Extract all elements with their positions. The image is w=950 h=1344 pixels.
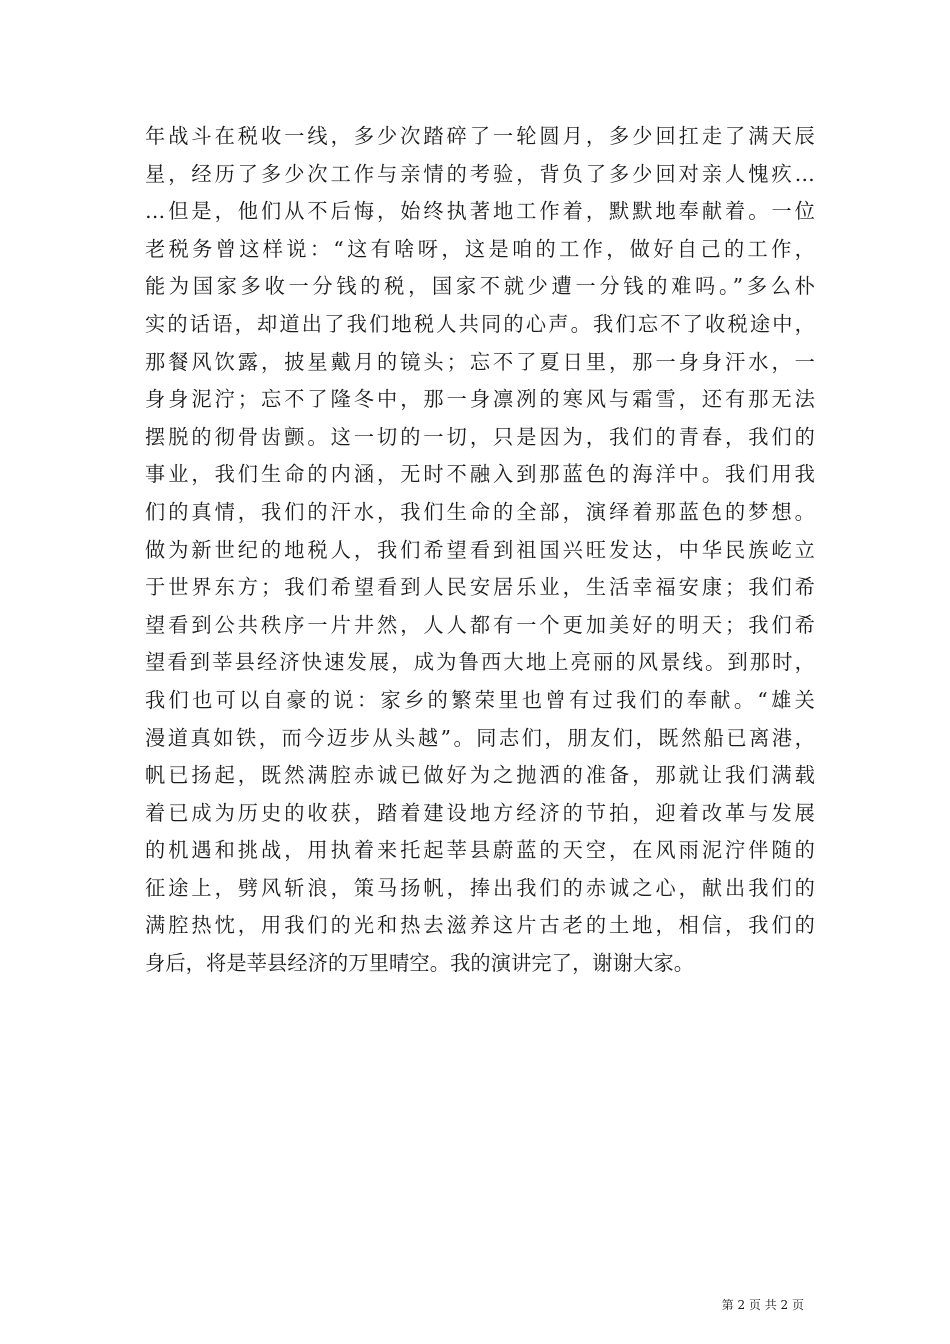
text-line: 的机遇和挑战，用执着来托起莘县蔚蓝的天空，在风雨泥泞伴随的 bbox=[145, 838, 815, 863]
text-line: 年战斗在税收一线，多少次踏碎了一轮圆月，多少回扛走了满天辰 bbox=[145, 124, 815, 148]
text-line: 摆脱的彻骨齿颤。这一切的一切，只是因为，我们的青春，我们的 bbox=[145, 424, 815, 449]
text-line: 实的话语，却道出了我们地税人共同的心声。我们忘不了收税途中， bbox=[145, 311, 815, 336]
text-line: 们的真情，我们的汗水，我们生命的全部，演绎着那蓝色的梦想。 bbox=[145, 499, 815, 524]
page-number-footer: 第 2 页 共 2 页 bbox=[721, 1298, 804, 1312]
text-line: 老税务曾这样说：“这有啥呀，这是咱的工作，做好自己的工作， bbox=[145, 236, 815, 261]
body-paragraph bbox=[145, 118, 815, 983]
text-line: 满腔热忱，用我们的光和热去滋养这片古老的土地，相信，我们的 bbox=[145, 913, 815, 938]
text-line: 望看到公共秩序一片井然，人人都有一个更加美好的明天；我们希 bbox=[145, 612, 815, 637]
text-line: 事业，我们生命的内涵，无时不融入到那蓝色的海洋中。我们用我 bbox=[145, 462, 815, 487]
text-line: 我们也可以自豪的说：家乡的繁荣里也曾有过我们的奉献。“雄关 bbox=[145, 687, 815, 712]
text-line: 漫道真如铁，而今迈步从头越”。同志们，朋友们，既然船已离港， bbox=[145, 725, 815, 750]
text-line: 帆已扬起，既然满腔赤诚已做好为之抛洒的准备，那就让我们满载 bbox=[145, 763, 815, 788]
text-line: 身身泥泞；忘不了隆冬中，那一身凛冽的寒风与霜雪，还有那无法 bbox=[145, 387, 815, 412]
text-line: 做为新世纪的地税人，我们希望看到祖国兴旺发达，中华民族屹立 bbox=[145, 537, 815, 562]
text-line: 望看到莘县经济快速发展，成为鲁西大地上亮丽的风景线。到那时， bbox=[145, 650, 815, 675]
text-line: 那餐风饮露，披星戴月的镜头；忘不了夏日里，那一身身汗水，一 bbox=[145, 349, 815, 374]
text-line: 征途上，劈风斩浪，策马扬帆，捧出我们的赤诚之心，献出我们的 bbox=[145, 875, 815, 900]
text-line: 于世界东方；我们希望看到人民安居乐业，生活幸福安康；我们希 bbox=[145, 575, 815, 600]
text-line-last: 身后，将是莘县经济的万里晴空。我的演讲完了，谢谢大家。 bbox=[145, 951, 695, 976]
text-line: 星，经历了多少次工作与亲情的考验，背负了多少回对亲人愧疚… bbox=[145, 161, 815, 186]
text-line: 能为国家多收一分钱的税，国家不就少遭一分钱的难吗。”多么朴 bbox=[145, 274, 815, 299]
text-line: 着已成为历史的收获，踏着建设地方经济的节拍，迎着改革与发展 bbox=[145, 800, 815, 825]
text-line: …但是，他们从不后悔，始终执著地工作着，默默地奉献着。一位 bbox=[145, 199, 815, 224]
